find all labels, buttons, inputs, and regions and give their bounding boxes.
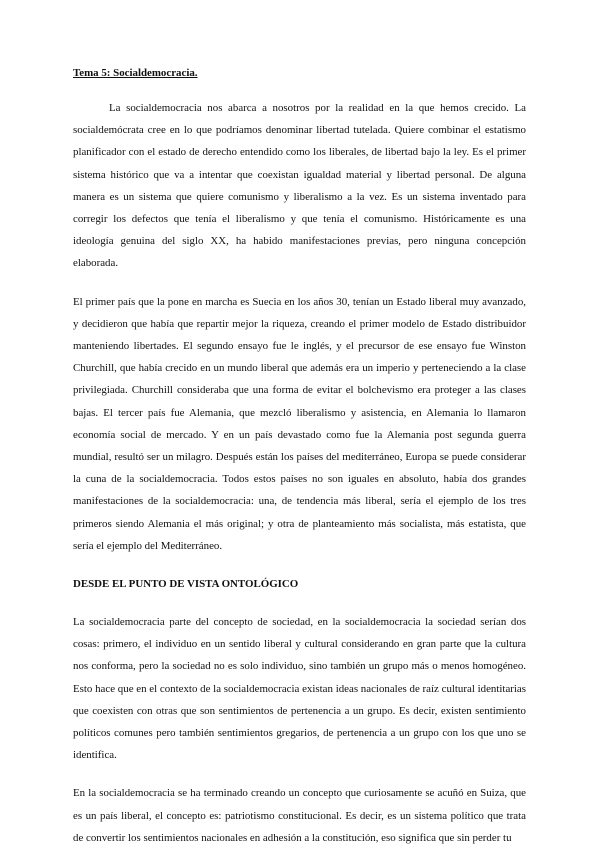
- document-title: Tema 5: Socialdemocracia.: [73, 67, 198, 79]
- paragraph-patriotism: En la socialdemocracia se ha terminado creando un concepto que curiosamente se acuñó en Suiza, que es un país liberal, el concepto es: patriotismo constitucional. Es decir, es un sistema político que trata de convertir los sentimientos nacionales en adhesión a la constitución, eso significa que sin perder tu: [73, 787, 526, 844]
- paragraph-intro: La socialdemocracia nos abarca a nosotros por la realidad en la que hemos crecido. La socialdemócrata cree en lo que podríamos denominar libertad tutelada. Quiere combinar el estatismo planificador con el estado de derecho entendido como los liberales, de libertad bajo la ley. Es el primer sistema histórico que va a intentar que coexistan igualdad material y libertad personal. De alguna manera es un sistema que quiere comunismo y liberalismo a la vez. Es un sistema inventado para corregir los defectos que tenía el liberalismo y que tenía el comunismo. Históricamente es una ideología genuina del siglo XX, ha habido manifestaciones previas, pero ninguna concepción elaborada.: [73, 102, 526, 270]
- paragraph-ontology: La socialdemocracia parte del concepto de sociedad, en la socialdemocracia la sociedad serían dos cosas: primero, el individuo en un sentido liberal y cultural considerando en gran parte que la cultura nos conforma, pero la sociedad no es solo individuo, sino también un grupo más o menos homogéneo. Esto hace que en el contexto de la socialdemocracia existan ideas nacionales de raíz cultural identitarias que coexisten con otras que son sentimientos de pertenencia a un grupo. Es decir, existen sentimiento políticos comunes pero también sentimientos gregarios, de pertenencia a un grupo con los que uno se identifica.: [73, 616, 526, 762]
- section-heading: DESDE EL PUNTO DE VISTA ONTOLÓGICO: [73, 578, 299, 591]
- paragraph-history: El primer país que la pone en marcha es Suecia en los años 30, tenían un Estado liberal muy avanzado, y decidieron que había que repartir mejor la riqueza, creando el primer modelo de Estado distribuidor manteniendo libertades. El segundo ensayo fue le inglés, y el precursor de ese ensayo fue Winston Churchill, que había crecido en un mundo liberal que además era un imperio y perteneciendo a la clase privilegiada. Churchill consideraba que una forma de evitar el bolchevismo era proteger a las clases bajas. El tercer país fue Alemania, que mezcló liberalismo y asistencia, en Alemania lo llamaron economía social de mercado. Y en un país devastado como fue la Alemania post segunda guerra mundial, resultó ser un milagro. Después están los países del mediterráneo, Europa se puede considerar la cuna de la socialdemocracia. Todos estos países no son iguales en absoluto, había dos grandes manifestaciones de la socialdemocracia: una, de tendencia más liberal, sería el ejemplo de los tres primeros siendo Alemania el más original; y otra de planteamiento más socialista, más estatista, que sería el ejemplo del Mediterráneo.: [73, 295, 526, 552]
- document-page: [73, 62, 526, 865]
